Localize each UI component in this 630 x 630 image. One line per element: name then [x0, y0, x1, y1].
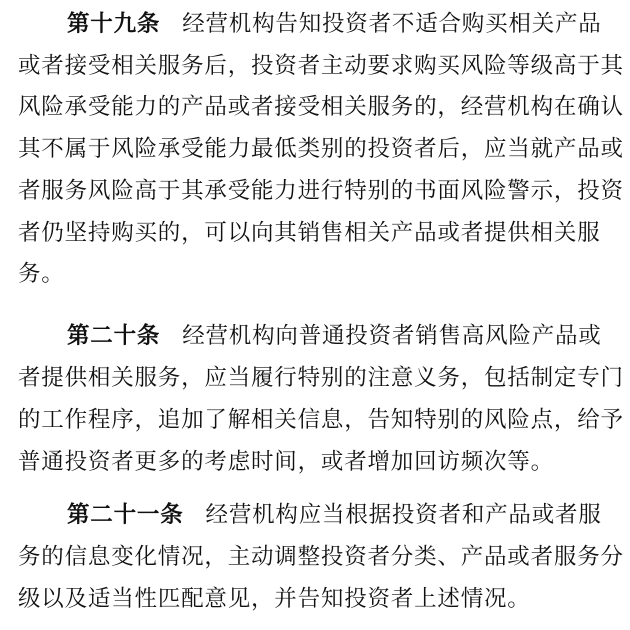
article-19-line-2: 或者接受相关服务后，投资者主动要求购买风险等级高于其: [18, 53, 624, 79]
article-number: 第二十条: [67, 323, 161, 349]
article-text: 经营机构应当根据投资者和产品或者服: [205, 502, 602, 528]
article-19-line-4: 其不属于风险承受能力最低类别的投资者后，应当就产品或: [18, 136, 624, 162]
article-text: 经营机构向普通投资者销售高风险产品或: [182, 323, 602, 349]
article-text: 经营机构告知投资者不适合购买相关产品: [182, 11, 602, 37]
article-21-line-2: 务的信息变化情况，主动调整投资者分类、产品或者服务分: [18, 544, 624, 570]
article-number: 第十九条: [67, 11, 161, 37]
article-19-line-5: 者服务风险高于其承受能力进行特别的书面风险警示，投资: [18, 178, 624, 204]
article-20-line-4: 普通投资者更多的考虑时间，或者增加回访频次等。: [18, 449, 554, 475]
article-20-line-3: 的工作程序，追加了解相关信息，告知特别的风险点，给予: [18, 407, 624, 433]
article-19-line-3: 风险承受能力的产品或者接受相关服务的，经营机构在确认: [18, 94, 624, 120]
article-21-line-3: 级以及适当性匹配意见，并告知投资者上述情况。: [18, 586, 531, 612]
article-21-line-1: [67, 497, 612, 533]
article-19-line-7: 务。: [18, 261, 65, 287]
article-number: 第二十一条: [67, 502, 184, 528]
article-20-line-2: 者提供相关服务，应当履行特别的注意义务，包括制定专门: [18, 365, 624, 391]
article-19-line-6: 者仍坚持购买的，可以向其销售相关产品或者提供相关服: [18, 220, 601, 246]
article-20-line-1: [67, 318, 612, 354]
article-19-line-1: [67, 6, 612, 42]
